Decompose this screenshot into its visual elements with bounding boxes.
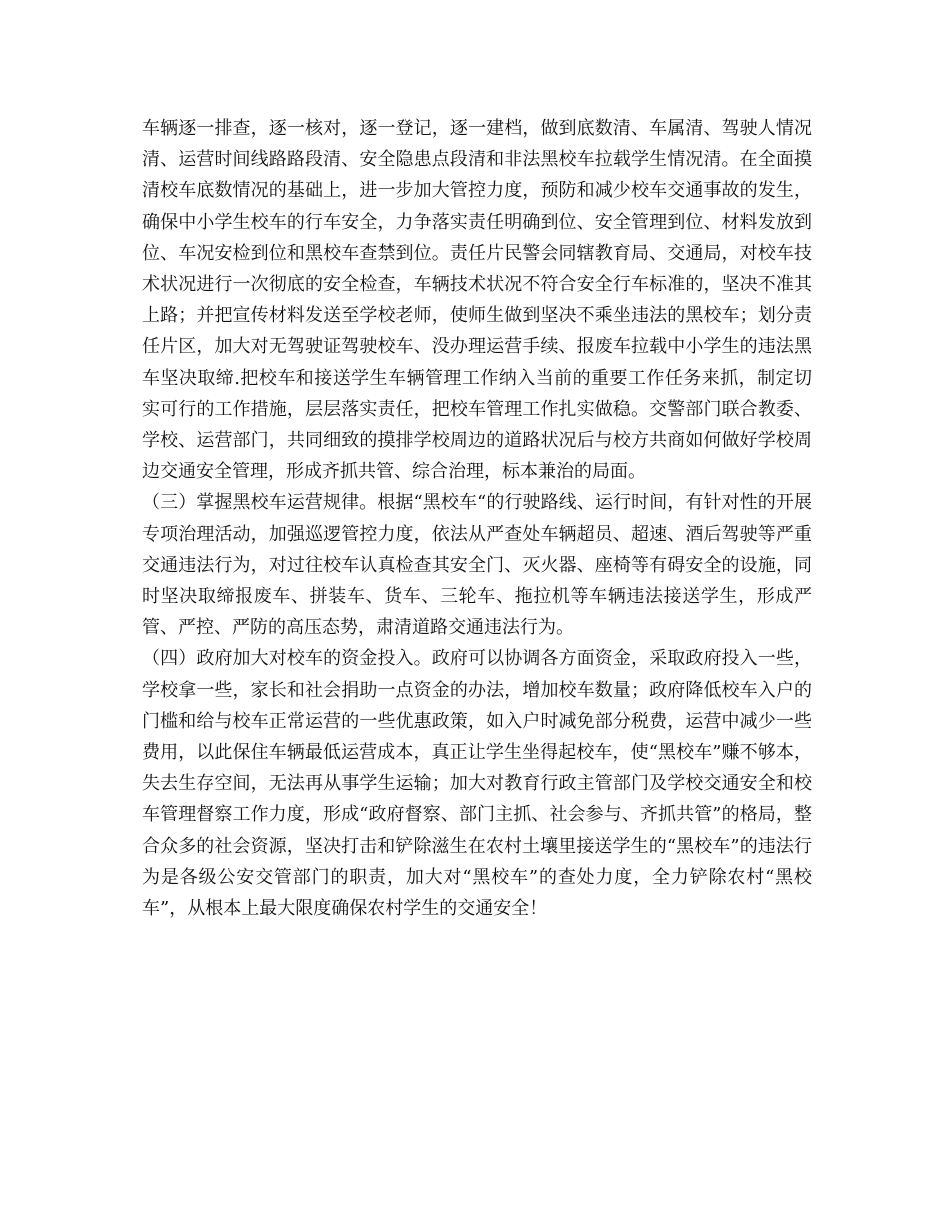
paragraph-1: 车辆逐一排查，逐一核对，逐一登记，逐一建档，做到底数清、车属清、驾驶人情况清、运营时间线路路段清、安全隐患点段清和非法黑校车拉载学生情况清。在全面摸清校车底数情况的基础上，进一步加大管控力度，预防和减少校车交通事故的发生，确保中小学生校车的行车安全，力争落实责任明确到位、安全管理到位、材料发放到位、车况安检到位和黑校车查禁到位。责任片民警会同辖教育局、交通局，对校车技术状况进行一次彻底的安全检查，车辆技术状况不符合安全行车标准的，坚决不准其上路；并把宣传材料发送至学校老师，使师生做到坚决不乘坐违法的黑校车；划分责任片区，加大对无驾驶证驾驶校车、没办理运营手续、报废车拉载中小学生的违法黑车坚决取缔.把校车和接送学生车辆管理工作纳入当前的重要工作任务来抓，制定切实可行的工作措施，层层落实责任，把校车管理工作扎实做稳。交警部门联合教委、学校、运营部门，共同细致的摸排学校周边的道路状况后与校方共商如何做好学校周边交通安全管理，形成齐抓共管、综合治理，标本兼治的局面。 <box>142 118 812 483</box>
paragraph-3: （四）政府加大对校车的资金投入。政府可以协调各方面资金，采取政府投入一些，学校拿一些，家长和社会捐助一点资金的办法，增加校车数量；政府降低校车入户的门槛和给与校车正常运营的一些优惠政策，如入户时减免部分税费，运营中减少一些费用，以此保住车辆最低运营成本，真正让学生坐得起校车，使“黑校车”赚不够本，失去生存空间，无法再从事学生运输；加大对教育行政主管部门及学校交通安全和校车管理督察工作力度，形成“政府督察、部门主抓、社会参与、齐抓共管”的格局，整合众多的社会资源，坚决打击和铲除滋生在农村土壤里接送学生的“黑校车”的违法行为是各级公安交管部门的职责，加大对“黑校车”的查处力度，全力铲除农村“黑校车”，从根本上最大限度确保农村学生的交通安全！ <box>142 648 812 920</box>
paragraph-2: （三）掌握黑校车运营规律。根据“黑校车“的行驶路线、运行时间，有针对性的开展专项治理活动，加强巡逻管控力度，依法从严查处车辆超员、超速、酒后驾驶等严重交通违法行为，对过往校车认真检查其安全门、灭火器、座椅等有碍安全的设施，同时坚决取缔报废车、拼装车、货车、三轮车、拖拉机等车辆违法接送学生，形成严管、严控、严防的高压态势，肃清道路交通违法行为。 <box>142 492 812 639</box>
document-body <box>142 113 812 924</box>
